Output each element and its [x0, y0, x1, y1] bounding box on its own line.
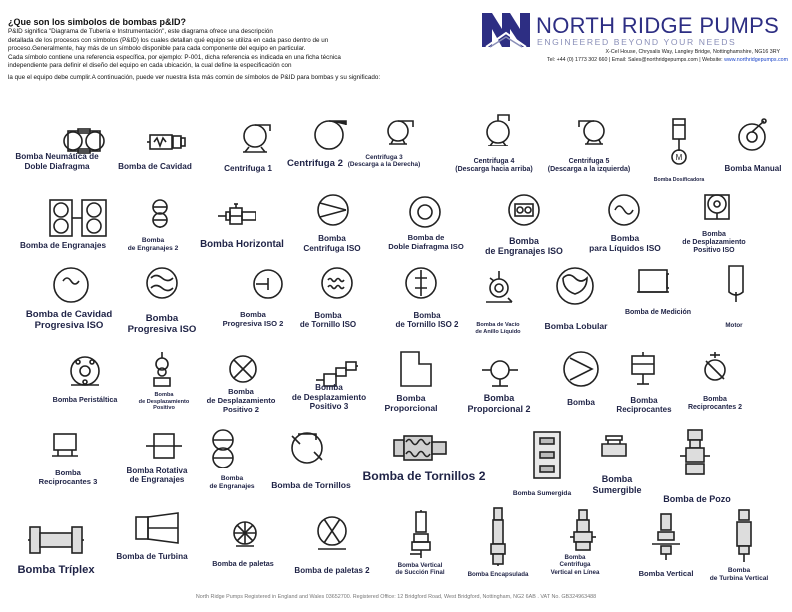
symbol-label: Bomba de Tornillos	[271, 480, 351, 490]
vane-pump-2-icon	[316, 509, 348, 553]
dosing-pump-icon	[662, 117, 696, 167]
proportional-pump-icon	[397, 350, 437, 388]
positive-displacement-pump-icon	[150, 350, 174, 390]
symbol-label: Bomba Reciprocantes 3	[38, 468, 98, 486]
symbol-label: Bomba para Líquidos ISO	[589, 233, 661, 253]
gear-pump-2-icon	[145, 198, 175, 228]
symbol-label: Centrifuga 3 (Descarga a la Derecha)	[347, 154, 421, 169]
intro-line: Cada símbolo contiene una referencia específica, por ejemplo: P-001, dicha referencia es indicada en una ficha técnica	[8, 53, 341, 61]
motor-icon	[725, 262, 747, 302]
symbol-label: Bomba de Cavidad	[118, 162, 192, 171]
iso-liquid-pump-icon	[607, 193, 641, 227]
pump-icon	[562, 350, 600, 388]
footer-registration: North Ridge Pumps Registered in England and Wales 03652700. Registered Office: 12 Bridgford Road, West Bridgford, Nottingham, NG2 6AB . VAT No. GB324963488	[195, 594, 597, 600]
website-link[interactable]: www.northridgepumps.com	[724, 57, 788, 63]
symbol-label: Bomba de Tornillo ISO	[299, 311, 357, 330]
symbol-label: Bomba Horizontal	[200, 239, 284, 250]
symbol-label: Bomba de Desplazamiento Positivo 2	[206, 387, 276, 414]
iso-progressive-cavity-pump-icon	[52, 266, 90, 304]
symbol-label: Bomba Vertical de Succión Final	[395, 562, 445, 577]
iso-centrifugal-pump-icon	[316, 193, 350, 227]
vertical-pump-icon	[652, 512, 680, 560]
vane-pump-icon	[232, 514, 258, 552]
symbol-label: Bomba Tríplex	[17, 564, 95, 576]
symbol-label: Bomba Vertical	[638, 569, 694, 578]
symbol-label: Bomba	[567, 398, 595, 407]
vertical-turbine-pump-icon	[735, 508, 753, 562]
symbol-label: Bomba Lobular	[544, 321, 608, 331]
liquid-ring-vacuum-pump-icon	[484, 268, 514, 310]
symbol-label: Bomba de Tornillos 2	[362, 469, 486, 483]
symbol-label: Bomba de Vacío de Anillo Líquido	[475, 322, 521, 335]
svg-text:M: M	[675, 153, 683, 162]
symbol-label: Bomba de Medición	[624, 309, 692, 316]
symbol-label: Bomba Encapsulada	[467, 571, 529, 578]
symbol-label: Bomba Centrifuga Vertical en Línea	[550, 554, 600, 576]
well-pump-icon	[680, 428, 710, 482]
proportional-pump-2-icon	[480, 352, 520, 388]
centrifugal-pump-3-icon	[383, 112, 417, 146]
centrifugal-pump-4-icon	[482, 112, 516, 146]
symbol-label: Bomba de Engranajes ISO	[485, 236, 563, 257]
intro-text	[8, 17, 443, 83]
iso-positive-displacement-pump-icon	[703, 193, 731, 221]
submerged-pump-icon	[530, 430, 564, 480]
positive-displacement-pump-2-icon	[226, 352, 260, 386]
symbol-label: Bomba de Desplazamiento Positivo	[138, 392, 190, 412]
symbol-label: Centrifuga 2	[287, 158, 343, 169]
turbine-pump-icon	[134, 509, 180, 549]
vertical-inline-centrifugal-pump-icon	[570, 508, 596, 552]
vertical-end-suction-pump-icon	[410, 508, 432, 560]
symbol-label: Bomba Peristáltica	[52, 395, 118, 404]
symbol-label: Bomba de Engranajes	[20, 241, 106, 250]
centrifugal-pump-2-icon	[310, 115, 348, 153]
symbol-label: Motor	[725, 322, 743, 329]
lobe-pump-icon	[555, 264, 595, 310]
reciprocating-pump-icon	[626, 350, 660, 388]
iso-progressive-pump-icon	[145, 266, 179, 300]
iso-screw-pump-icon	[320, 266, 354, 300]
centrifugal-pump-5-icon	[575, 112, 609, 146]
iso-double-diaphragm-pump-icon	[408, 195, 442, 229]
symbol-label: Bomba de Turbina	[116, 552, 188, 561]
symbol-label: Bomba Sumergible	[592, 474, 642, 495]
symbol-label: Bomba de Desplazamiento Positivo ISO	[682, 231, 746, 255]
intro-line: P&ID significa "Diagrama de Tubería e Instrumentación", este diagrama ofrece una descripción	[8, 28, 273, 35]
symbol-label: Centrifuga 1	[224, 164, 272, 173]
symbol-label: Bomba de Engranajes	[209, 475, 255, 490]
company-address: X-Cel House, Chrysalis Way, Langley Bridge, Nottinghamshire, NG16 3RY	[605, 49, 780, 55]
intro-line: detallada de los procesos con símbolos (P&ID) los cuales detallan qué equipo se utiliza en cada paso dentro de un	[8, 36, 329, 44]
symbol-label: Bomba Reciprocantes	[616, 396, 672, 415]
centrifugal-pump-icon	[237, 118, 273, 154]
symbol-label: Bomba Proporcional 2	[467, 393, 531, 414]
symbol-label: Bomba Manual	[724, 164, 782, 173]
intro-line: la que el equipo debe cumplir.A continuación, puede ver nuestra lista más común de símbolos de P&ID para bombas y su significado:	[8, 73, 381, 81]
symbol-label: Bomba Dosificadora	[653, 177, 705, 183]
symbol-label: Bomba Progresiva ISO 2	[222, 310, 284, 328]
symbol-label: Bomba Neumática de Doble Diafragma	[15, 152, 99, 171]
canned-pump-icon	[487, 506, 509, 566]
symbol-label: Bomba Centrifuga ISO	[303, 234, 361, 253]
rotary-gear-pump-icon	[144, 432, 184, 466]
screw-pump-2-icon	[392, 432, 448, 464]
peristaltic-pump-icon	[68, 354, 102, 388]
symbol-label: Bomba de Cavidad Progresiva ISO	[25, 309, 113, 332]
symbol-label: Bomba de paletas 2	[294, 566, 370, 575]
screw-pump-icon	[290, 428, 326, 468]
reciprocating-pump-3-icon	[52, 432, 80, 460]
symbol-label: Centrifuga 4 (Descarga hacia arriba)	[455, 158, 533, 174]
brand-name: NORTH RIDGE PUMPS	[536, 13, 780, 38]
cavity-pump	[146, 125, 186, 155]
hand-pump-icon	[734, 117, 770, 153]
iso-gear-pump-icon	[507, 193, 541, 227]
symbol-label: Bomba de Pozo	[663, 494, 731, 504]
iso-progressive-pump-2-icon	[252, 268, 284, 300]
submersible-pump-icon	[600, 432, 628, 458]
iso-screw-pump-2-icon	[404, 266, 438, 300]
gear-pump-icon	[48, 195, 108, 240]
reciprocating-pump-2-icon	[702, 350, 728, 390]
symbol-label: Bomba de Engranajes 2	[127, 237, 179, 252]
mountain-logo-icon	[480, 7, 532, 51]
brand-tagline: ENGINEERED BEYOND YOUR NEEDS	[537, 37, 737, 47]
horizontal-pump-icon	[216, 198, 256, 236]
triplex-pump-icon	[28, 519, 84, 559]
metering-pump-icon	[635, 266, 669, 300]
symbol-label: Bomba de Turbina Vertical	[709, 567, 769, 582]
company-contact	[547, 57, 788, 63]
symbol-label: Centrifuga 5 (Descarga a la izquierda)	[547, 158, 631, 174]
symbol-label: Bomba de Desplazamiento Positivo 3	[291, 383, 367, 412]
intro-line: proceso.Generalmente, hay más de un símbolo disponible para cada componente del equipo en particular.	[8, 45, 306, 53]
contact-details: Tel: +44 (0) 1773 302 660 | Email: Sales@northridgepumps.com | Website:	[546, 57, 725, 63]
intro-line: independiente para definir el diseño del equipo en cada ubicación, la cual define la especificación con	[8, 62, 292, 70]
symbol-label: Bomba Sumergida	[512, 490, 572, 497]
symbol-label: Bomba Reciprocantes 2	[687, 396, 743, 412]
symbol-label: Bomba Rotativa de Engranajes	[126, 466, 188, 485]
symbol-label: Bomba de Doble Diafragma ISO	[388, 233, 464, 251]
gear-pump-3-icon	[210, 428, 236, 468]
intro-title: ¿Que son los simbolos de bombas p&ID?	[8, 17, 187, 27]
symbol-label: Bomba de Tornillo ISO 2	[395, 311, 459, 330]
symbol-label: Bomba Proporcional	[384, 393, 438, 414]
symbol-label: Bomba Progresiva ISO	[127, 313, 197, 336]
symbol-label: Bomba de paletas	[212, 559, 274, 568]
